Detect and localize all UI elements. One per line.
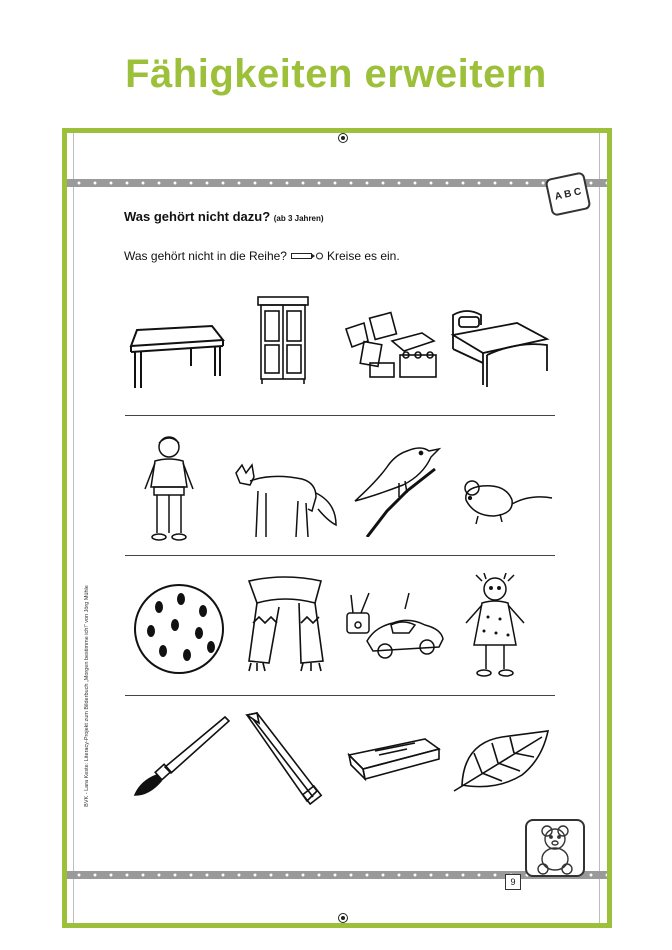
instruction-line [124, 249, 400, 263]
heading-text: Was gehört nicht dazu? [124, 209, 271, 224]
row-divider-2 [125, 555, 555, 556]
worksheet-heading [124, 209, 324, 224]
instruction-question: Was gehört nicht in die Reihe? [124, 249, 287, 263]
right-rule [599, 133, 600, 923]
ball-picture[interactable] [131, 581, 227, 677]
age-note: (ab 3 Jahren) [273, 214, 324, 223]
registration-mark-top [338, 133, 348, 143]
eraser-picture[interactable] [345, 733, 441, 783]
teddy-bear-icon [525, 819, 585, 877]
credit-line: BVK - Lara Keste: Literacy-Projekt zum Bilderbuch „Morgen bestimme ich!“ von Jörg Mühle [84, 585, 90, 807]
top-dotted-band [67, 179, 607, 187]
row-divider-1 [125, 415, 555, 416]
fox-picture[interactable] [232, 463, 342, 543]
mouse-picture[interactable] [460, 478, 555, 528]
page-number: 9 [505, 874, 521, 890]
table-picture[interactable] [127, 318, 227, 393]
pencil-picture[interactable] [245, 711, 325, 805]
instruction-action: Kreise es ein. [326, 249, 400, 263]
left-rule [73, 133, 74, 923]
toy-car-picture[interactable] [345, 591, 445, 663]
pencil-circle-icon [291, 252, 323, 260]
abc-blocks-icon [544, 171, 591, 216]
doll-picture[interactable] [460, 573, 530, 678]
abc-badge-label: A B C [553, 185, 583, 203]
page-title: Fähigkeiten erweitern [125, 52, 547, 96]
building-blocks-picture[interactable] [342, 311, 442, 381]
wardrobe-picture[interactable] [252, 293, 314, 385]
scarf-picture[interactable] [239, 573, 331, 673]
worksheet-frame [62, 128, 612, 928]
registration-mark-bottom [338, 913, 348, 923]
bird-picture[interactable] [347, 441, 447, 537]
row-divider-3 [125, 695, 555, 696]
leaf-picture[interactable] [452, 729, 552, 793]
boy-picture[interactable] [139, 433, 199, 543]
paintbrush-picture[interactable] [131, 715, 231, 799]
bed-picture[interactable] [447, 305, 552, 390]
